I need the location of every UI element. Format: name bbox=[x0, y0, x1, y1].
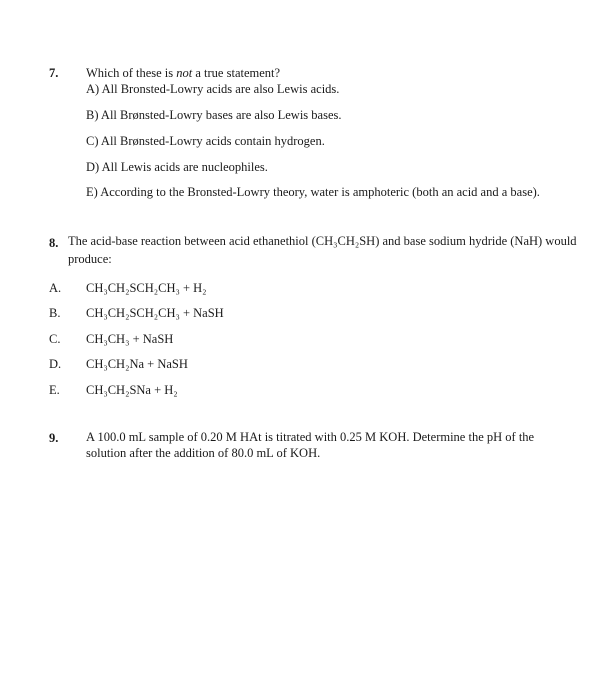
question-7-prompt-emphasis: not bbox=[176, 66, 193, 80]
question-7-option-c: C) All Brønsted-Lowry acids contain hydrogen. bbox=[86, 134, 325, 148]
question-8-number: 8. bbox=[49, 236, 59, 250]
question-8-option-c-letter: C. bbox=[49, 332, 61, 346]
question-7-prompt bbox=[86, 66, 280, 81]
question-8-option-b-text: CH₃CH₂SCH₂CH₃ + NaSH bbox=[86, 306, 224, 320]
question-8-option-e-text: CH₃CH₂SNa + H₂ bbox=[86, 383, 178, 397]
question-7-option-a: A) All Bronsted-Lowry acids are also Lewis acids. bbox=[86, 82, 340, 96]
question-7-option-d: D) All Lewis acids are nucleophiles. bbox=[86, 160, 268, 174]
question-8-option-b-letter: B. bbox=[49, 306, 61, 320]
question-8-option-d-text: CH₃CH₂Na + NaSH bbox=[86, 357, 188, 371]
question-7-prompt-after: a true statement? bbox=[192, 66, 281, 80]
question-7-number: 7. bbox=[49, 66, 59, 80]
question-7-prompt-before: Which of these is bbox=[86, 66, 177, 80]
question-9-number: 9. bbox=[49, 431, 59, 445]
question-8-option-a-letter: A. bbox=[49, 281, 62, 295]
question-7-option-e: E) According to the Bronsted-Lowry theory, water is amphoteric (both an acid and a base). bbox=[86, 185, 540, 199]
question-7-option-b: B) All Brønsted-Lowry bases are also Lewis bases. bbox=[86, 108, 342, 122]
question-8-prompt-line1: The acid-base reaction between acid ethanethiol (CH₃CH₂SH) and base sodium hydride (NaH) would bbox=[68, 234, 577, 248]
question-8-option-c-text: CH₃CH₃ + NaSH bbox=[86, 332, 174, 346]
question-8-option-a-text: CH₃CH₂SCH₂CH₃ + H₂ bbox=[86, 281, 207, 295]
question-9-prompt-line2: solution after the addition of 80.0 mL of KOH. bbox=[86, 446, 321, 460]
question-9-prompt-line1: A 100.0 mL sample of 0.20 M HAt is titrated with 0.25 M KOH. Determine the pH of the bbox=[86, 430, 535, 444]
question-8-prompt-line2: produce: bbox=[68, 252, 112, 266]
question-8-option-e-letter: E. bbox=[49, 383, 60, 397]
question-8-option-d-letter: D. bbox=[49, 357, 62, 371]
